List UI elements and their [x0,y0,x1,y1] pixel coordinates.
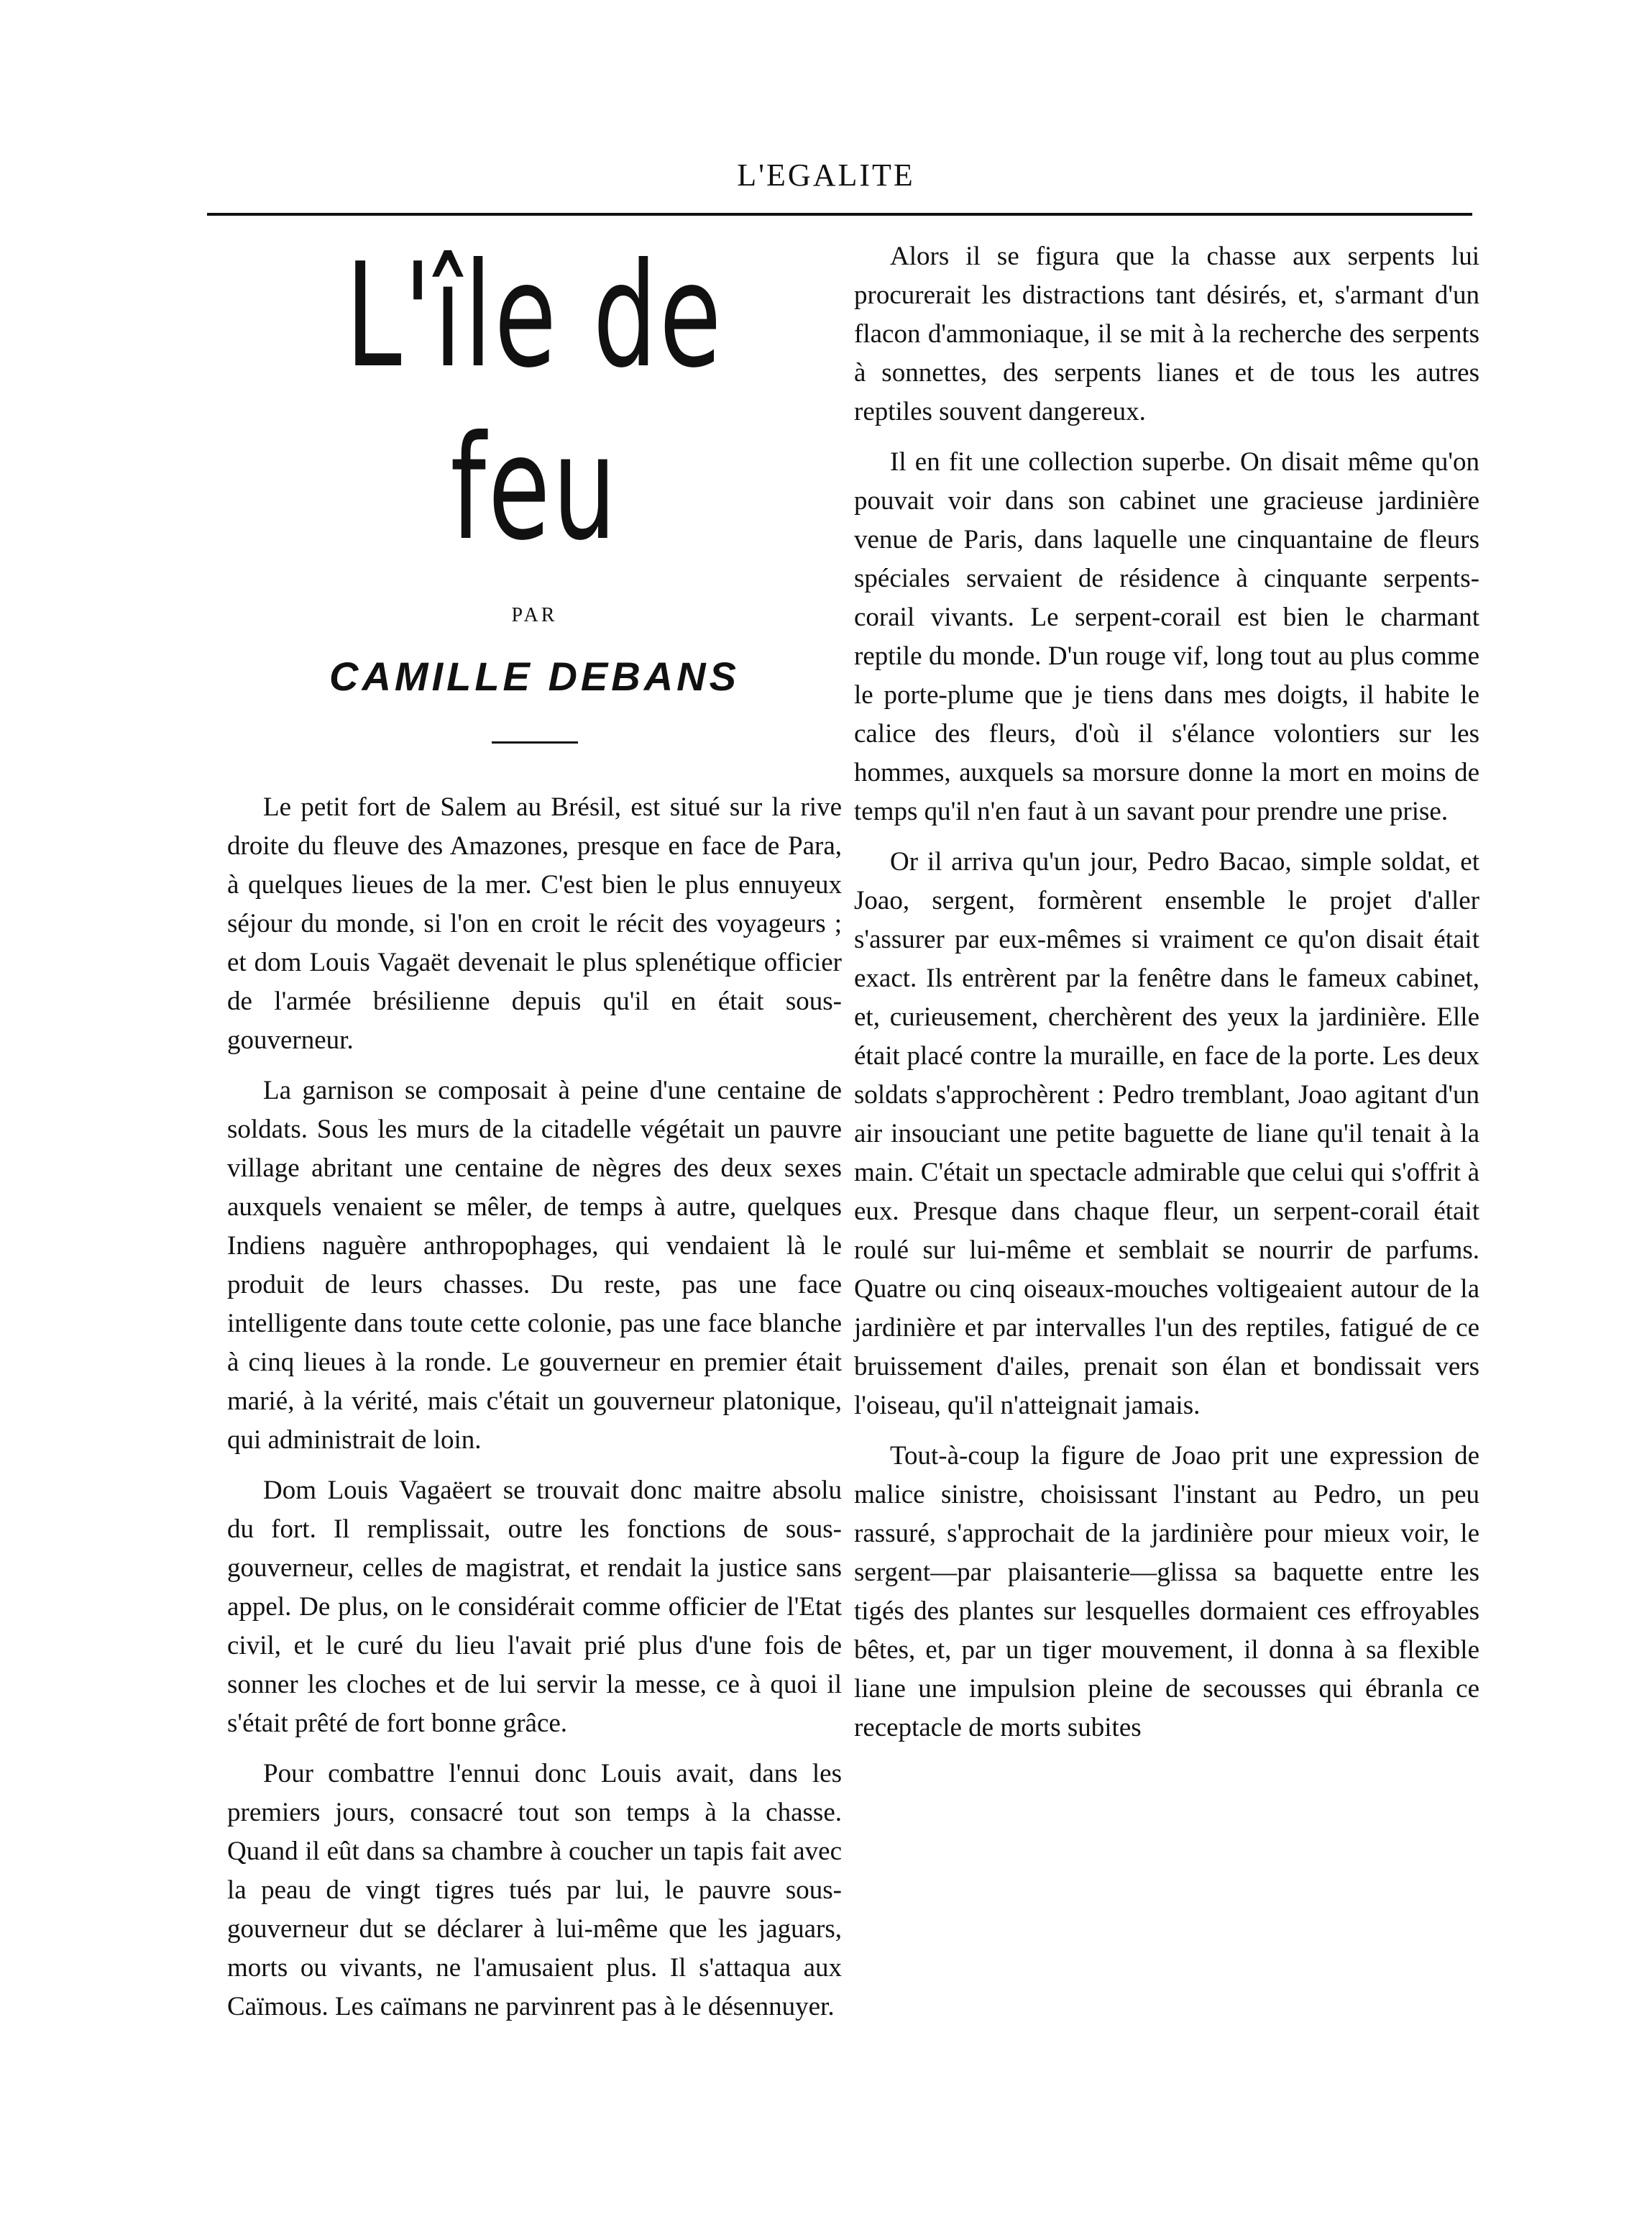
article-title: L'île de feu [345,232,724,572]
right-paragraph-3: Or il arriva qu'un jour, Pedro Bacao, simple soldat, et Joao, sergent, formèrent ensemble le projet d'aller s'assurer par eux-mêmes si vraiment ce qu'on disait était exact. Ils entrèrent par la fenêtre dans le fameux cabinet, et, curieusement, cherchèrent des yeux la jardinière. Elle était placé contre la muraille, en face de la porte. Les deux soldats s'approchèrent : Pedro tremblant, Joao agitant d'un air insouciant une petite baguette de liane qu'il tenait à la main. C'était un spectacle admirable que celui qui s'offrit à eux. Presque dans chaque fleur, un serpent-corail était roulé sur lui-même et semblait se nourrir de parfums. Quatre ou cinq oiseaux-mouches voltigeaient autour de la jardinière et par intervalles l'un des reptiles, fatigué de ce bruissement d'ailes, prenait son élan et bondissait vers l'oiseau, qu'il n'atteignait jamais. [854,847,1479,1420]
title-divider [492,741,578,744]
header-rule [207,213,1472,216]
left-paragraph-3: Dom Louis Vagaëert se trouvait donc maitre absolu du fort. Il remplissait, outre les fonctions de sous-gouverneur, celles de magistrat, et rendait la justice sans appel. De plus, on le considérait comme officier de l'Etat civil, et le curé du lieu l'avait prié plus d'une fois de sonner les cloches et de lui servir la messe, ce à quoi il s'était prêté de fort bonne grâce. [227,1476,842,1738]
left-paragraph-4: Pour combattre l'ennui donc Louis avait, dans les premiers jours, consacré tout son temps à la chasse. Quand il eût dans sa chambre à coucher un tapis fait avec la peau de vingt tigres tués par lui, le pauvre sous-gouverneur dut se déclarer à lui-même que les jaguars, morts ou vivants, ne l'amusaient plus. Il s'attaqua aux Caïmous. Les caïmans ne parvinrent pas à le désennuyer. [227,1759,842,2021]
byline-par: PAR [511,604,558,626]
left-paragraph-2: La garnison se composait à peine d'une centaine de soldats. Sous les murs de la citadelle végétait un pauvre village abritant une centaine de nègres des deux sexes auxquels venaient se mêler, de temps à autre, quelques Indiens naguère anthropophages, qui vendaient là le produit de leurs chasses. Du reste, pas une face intelligente dans toute cette colonie, pas une face blanche à cinq lieues à la ronde. Le gouverneur en premier était marié, à la vérité, mais c'était un gouverneur platonique, qui administrait de loin. [227,1076,842,1455]
left-paragraph-1: Le petit fort de Salem au Brésil, est situé sur la rive droite du fleuve des Amazones, presque en face de Para, à quelques lieues de la mer. C'est bien le plus ennuyeux séjour du monde, si l'on en croit le récit des voyageurs ; et dom Louis Vagaët devenait le plus splenétique officier de l'armée brésilienne depuis qu'il en était sous-gouverneur. [227,792,842,1055]
running-header: L'EGALITE [737,157,915,193]
right-column [854,237,1479,1759]
right-paragraph-1: Alors il se figura que la chasse aux serpents lui procurerait les distractions tant désirés, et, s'armant d'un flacon d'ammoniaque, il se mit à la recherche des serpents à sonnettes, des serpents lianes et de tous les autres reptiles souvent dangereux. [854,242,1479,426]
right-paragraph-4: Tout-à-coup la figure de Joao prit une expression de malice sinistre, choisissant l'instant au Pedro, un peu rassuré, s'approchait de la jardinière pour mieux voir, le sergent—par plaisanterie—glissa sa baquette entre les tigés des plantes sur lesquelles dormaient ces effroyables bêtes, et, par un tiger mouvement, il donna à sa flexible liane une impulsion pleine de secousses qui ébranla ce receptacle de morts subites [854,1441,1479,1742]
right-paragraph-2: Il en fit une collection superbe. On disait même qu'on pouvait voir dans son cabinet une gracieuse jardinière venue de Paris, dans laquelle une cinquantaine de fleurs spéciales servaient de résidence à cinquante serpents-corail vivants. Le serpent-corail est bien le charmant reptile du monde. D'un rouge vif, long tout au plus comme le porte-plume que je tiens dans mes doigts, il habite le calice des fleurs, d'où il s'élance volontiers sur les hommes, auxquels sa morsure donne la mort en moins de temps qu'il n'en faut à un savant pour prendre une prise. [854,447,1479,826]
left-column [227,230,842,2038]
author-name: CAMILLE DEBANS [329,654,740,699]
